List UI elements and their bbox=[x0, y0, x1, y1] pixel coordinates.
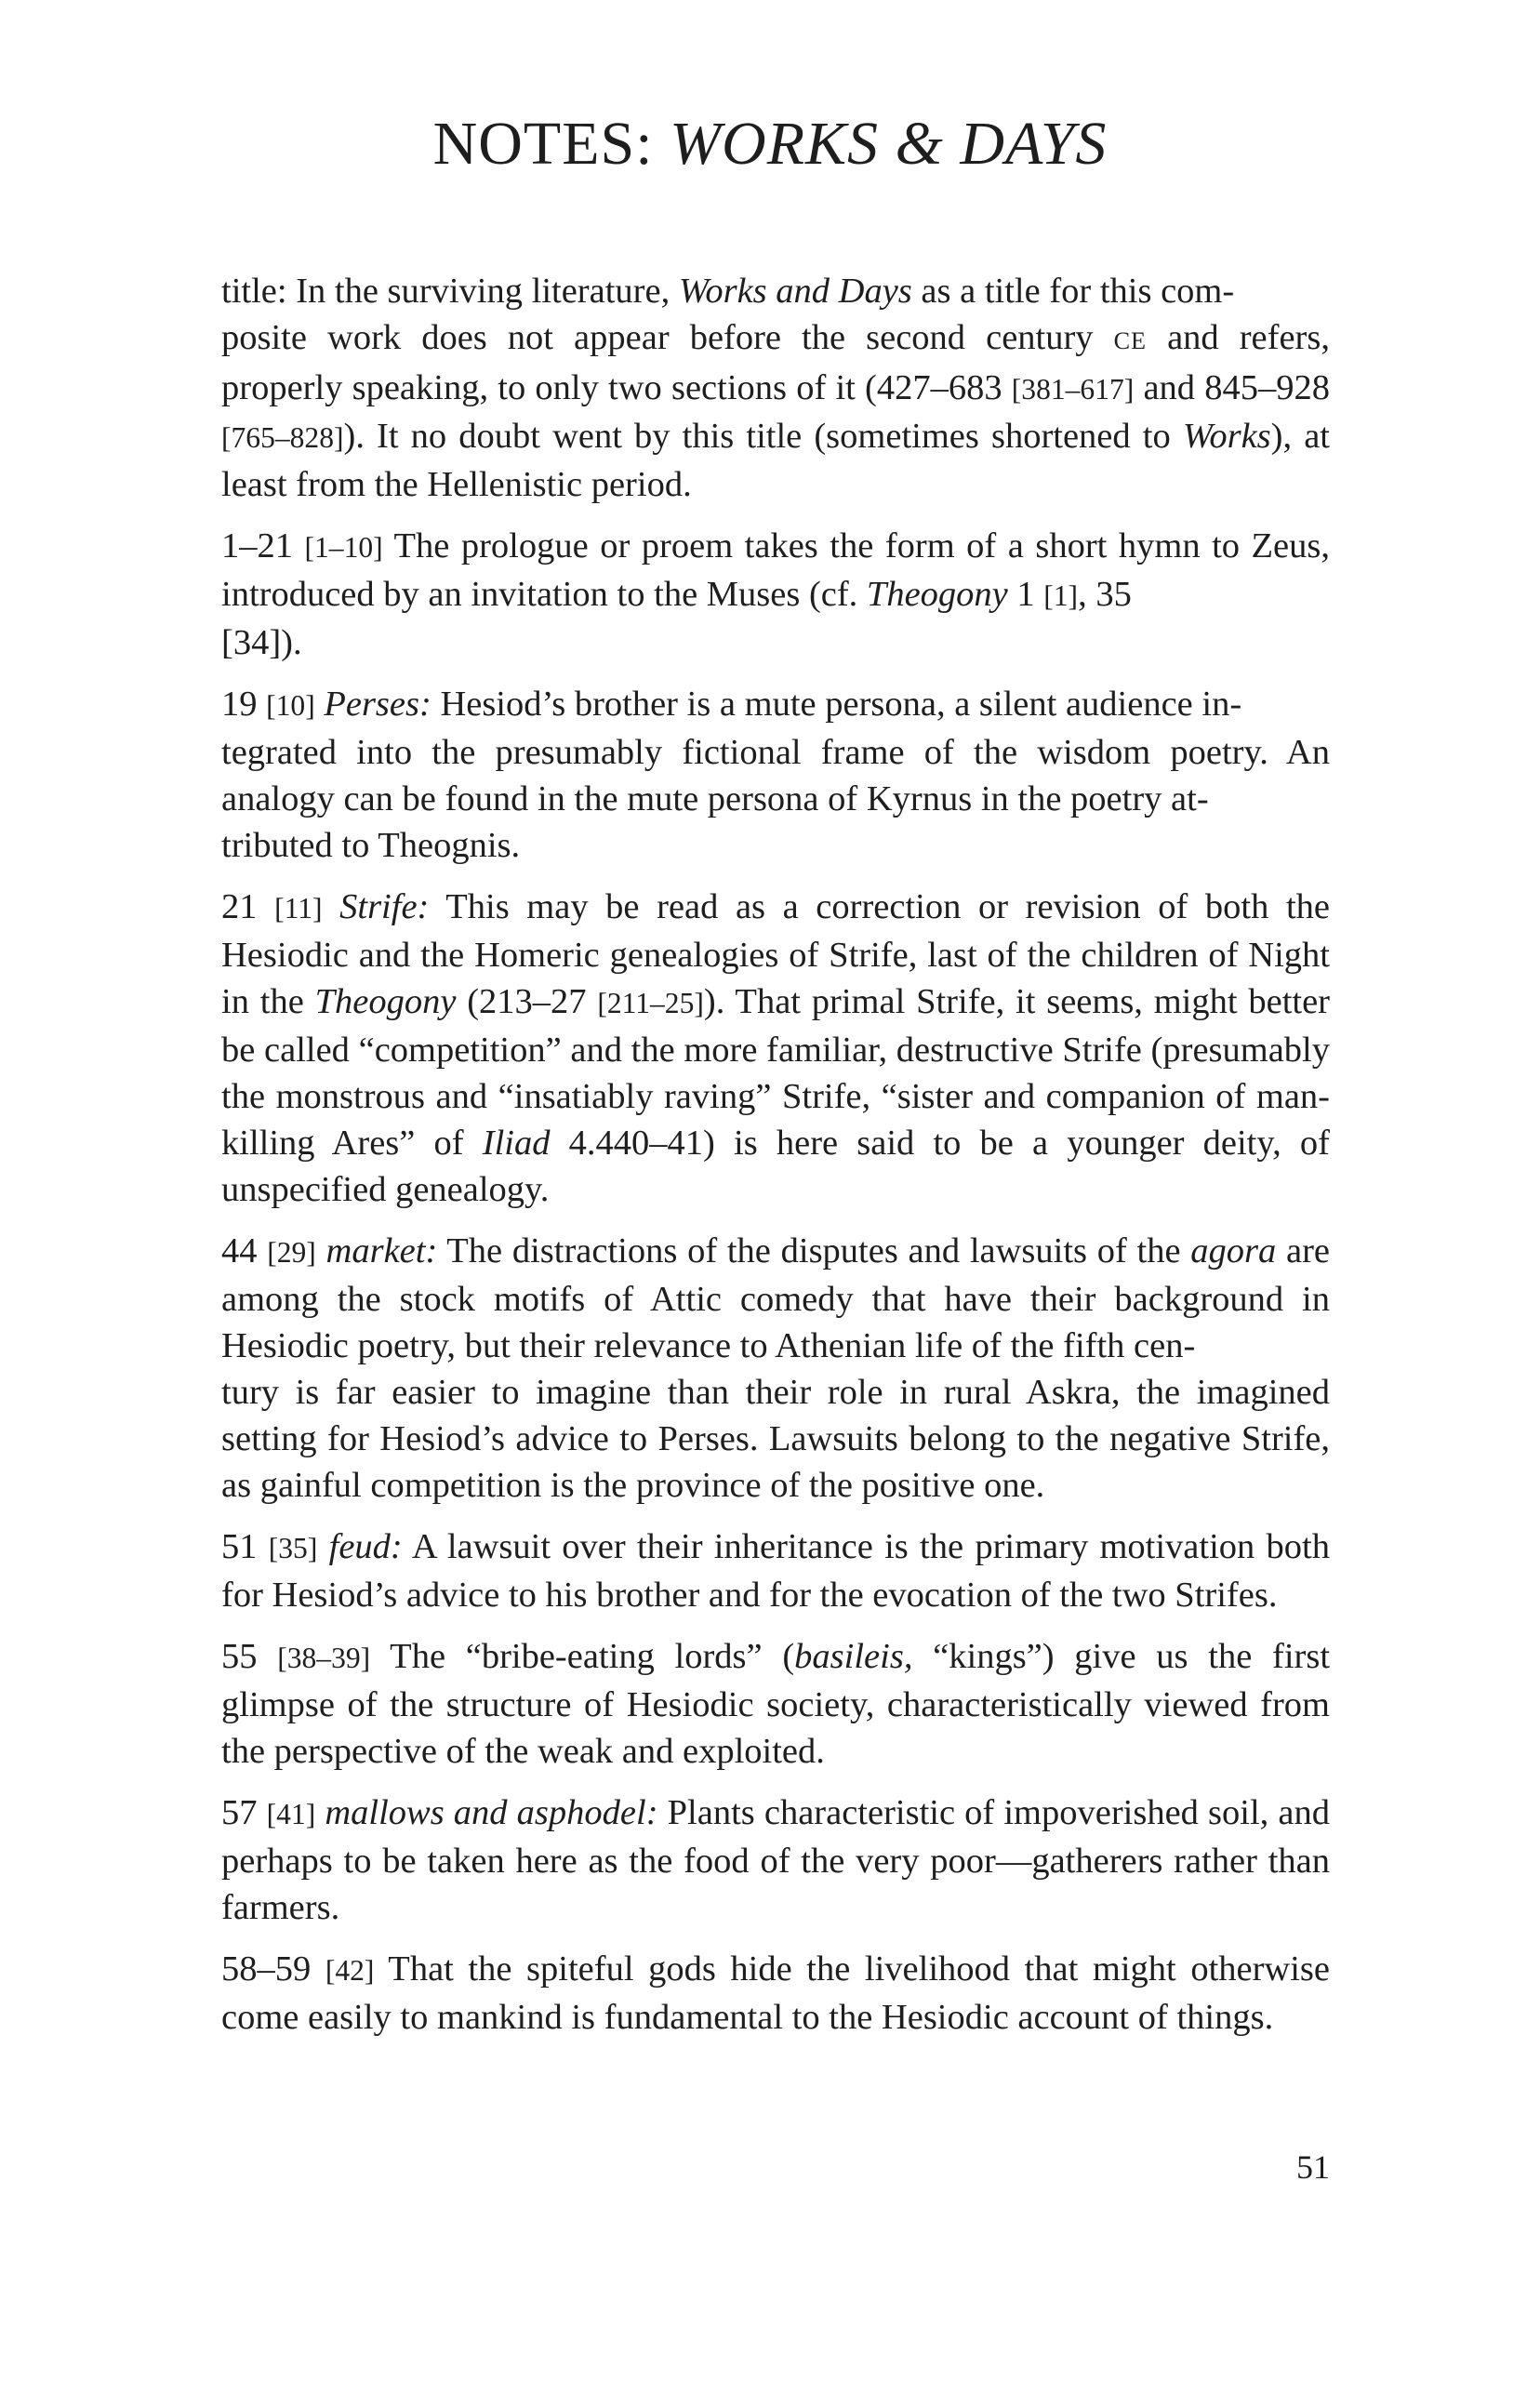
note-bracket-ref: [765–828] bbox=[221, 421, 344, 454]
note-bracket-ref: [42] bbox=[325, 1954, 375, 1987]
note-italic-word: basileis, bbox=[794, 1637, 913, 1676]
note-italic-title: Works bbox=[1182, 417, 1271, 456]
note-text: ). It no doubt went by this title (sometimes shortened to bbox=[343, 417, 1183, 456]
note-bracket-ref: [41] bbox=[266, 1798, 316, 1830]
notes-body bbox=[221, 268, 1330, 2055]
note-line-55 bbox=[221, 1633, 1330, 1775]
note-italic-title: Theogony bbox=[866, 575, 1008, 614]
note-text: The prologue or proem takes the form of a short hymn to Zeus, introduced by an invitation to the Muses (cf. bbox=[221, 526, 1331, 614]
note-text: The “bribe-eating lords” ( bbox=[370, 1637, 795, 1676]
note-bracket-ref: [29] bbox=[267, 1236, 316, 1269]
note-bracket-ref: [38–39] bbox=[277, 1642, 371, 1674]
note-text: ), at least from the Hellenistic period. bbox=[221, 417, 1330, 504]
note-line-57 bbox=[221, 1789, 1330, 1931]
note-line-ref: 19 bbox=[221, 685, 267, 724]
note-text: (213–27 bbox=[456, 982, 598, 1021]
note-bracket-ref: [381–617] bbox=[1011, 373, 1135, 406]
note-text: title: In the surviving literature, bbox=[221, 272, 679, 311]
note-bracket-ref: [35] bbox=[268, 1532, 318, 1564]
note-line-ref: 51 bbox=[221, 1527, 269, 1566]
note-bracket-ref: [10] bbox=[266, 689, 315, 722]
note-line-19 bbox=[221, 681, 1330, 869]
note-text: and refers, properly speaking, to only two sections of it (427–683 bbox=[221, 318, 1330, 407]
note-line-ref: 1–21 bbox=[221, 526, 305, 565]
note-line-21 bbox=[221, 884, 1330, 1213]
note-line-44 bbox=[221, 1228, 1330, 1509]
note-line-ref: 55 bbox=[221, 1637, 278, 1676]
note-era-abbrev: CE bbox=[1113, 327, 1148, 354]
note-italic-title: Works and Days bbox=[678, 272, 912, 311]
note-text: 4.440–41) is here said to be a younger deity, of unspecified genealogy. bbox=[221, 1124, 1330, 1209]
note-line-ref: 44 bbox=[221, 1231, 268, 1270]
note-line-ref: 21 bbox=[221, 887, 275, 926]
note-bracket-ref: [211–25] bbox=[597, 987, 704, 1019]
note-text: as a title for this com- posite work does not appear before the second century bbox=[221, 272, 1235, 357]
note-italic-title: Theogony bbox=[314, 982, 457, 1021]
note-lines-1-21 bbox=[221, 523, 1330, 666]
note-bracket-ref: [1–10] bbox=[304, 531, 383, 564]
note-text: ). That primal Strife, it seems, might better be called “competition” and the more familiar, destructive Strife (presumably the monstrous and “insatiably raving” Strife, “sister and companion of man-killing Ares” of bbox=[221, 982, 1331, 1163]
note-text: A lawsuit over their inheritance is the primary motivation both for Hesiod’s advice to his brother and for the evocation of the two Strifes. bbox=[221, 1527, 1330, 1615]
running-title-italic: WORKS & DAYS bbox=[670, 110, 1108, 178]
note-text: Hesiod’s brother is a mute persona, a silent audience in- tegrated into the presumably fictional frame of the wisdom poetry. An analogy can be found in the mute persona of Kyrnus in the poetry at- tributed to Theognis. bbox=[221, 685, 1330, 865]
note-italic-word: agora bbox=[1190, 1231, 1277, 1270]
page-number: 51 bbox=[1296, 2148, 1330, 2186]
note-lemma: market: bbox=[315, 1231, 438, 1270]
note-text: This may be read as a correction or revision of both the Hesiodic and the Homeric genealogies of Strife, last of the children of Night in the bbox=[221, 887, 1330, 1021]
note-line-51 bbox=[221, 1523, 1330, 1618]
note-text: “kings”) give us the first glimpse of the structure of Hesiodic society, characteristically viewed from the perspective of the weak and exploited. bbox=[221, 1637, 1331, 1771]
note-text: 1 bbox=[1007, 575, 1044, 614]
note-lemma: Strife: bbox=[322, 887, 430, 926]
note-italic-title: Iliad bbox=[482, 1124, 551, 1163]
note-line-ref: 57 bbox=[221, 1793, 267, 1832]
note-text: The distractions of the disputes and lawsuits of the bbox=[437, 1231, 1191, 1270]
note-bracket-ref: [11] bbox=[274, 892, 323, 924]
note-lemma: mallows and asphodel: bbox=[315, 1793, 658, 1832]
note-text: and 845–928 bbox=[1134, 368, 1330, 407]
note-text: That the spiteful gods hide the livelihood that might otherwise come easily to mankind is fundamental to the Hesiodic account of things. bbox=[221, 1949, 1330, 2037]
note-lemma: feud: bbox=[317, 1527, 403, 1566]
note-text: Plants characteristic of impoverished soil, and perhaps to be taken here as the food of the very poor—gatherers rather than farmers. bbox=[221, 1793, 1331, 1927]
note-line-ref: 58–59 bbox=[221, 1949, 325, 1989]
note-text: , 35 [34]). bbox=[221, 575, 1132, 662]
note-lines-58-59 bbox=[221, 1946, 1330, 2041]
note-text: are among the stock motifs of Attic comedy that have their background in Hesiodic poetry, but their relevance to Athenian life of the fifth cen- tury is far easier to imagine than their role in rural Askra, the imagined setting for Hesiod’s advice to Perses. Lawsuits belong to the negative Strife, as gainful competition is the province of the positive one. bbox=[221, 1231, 1330, 1505]
running-title-label: NOTES: bbox=[432, 110, 670, 178]
note-bracket-ref: [1] bbox=[1043, 579, 1079, 612]
running-title bbox=[0, 110, 1540, 178]
note-title bbox=[221, 268, 1330, 508]
note-lemma: Perses: bbox=[314, 685, 431, 724]
